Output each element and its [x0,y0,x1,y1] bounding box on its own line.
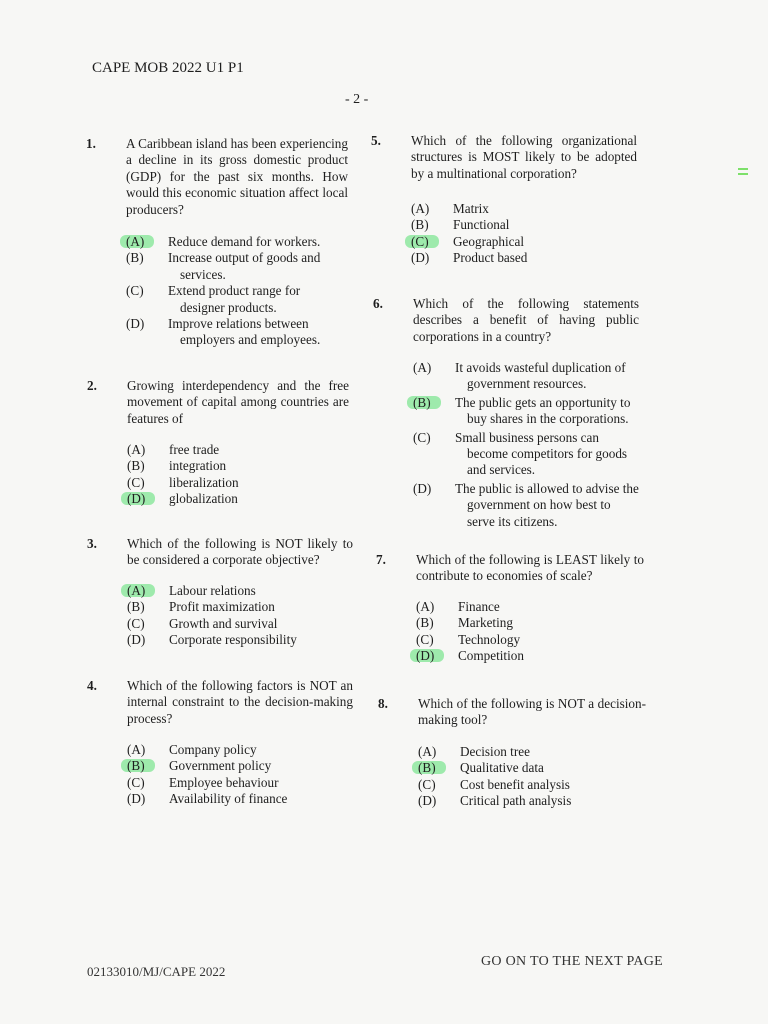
option-text: liberalization [169,474,239,490]
option-d[interactable] [127,491,349,507]
option-letter: (B) [416,615,434,631]
question-number: 1. [86,136,96,151]
option-b[interactable] [127,599,353,615]
option-c[interactable] [127,616,353,632]
option-c[interactable] [416,632,644,648]
option-letter: (A) [127,442,146,457]
option-letter: (A) [413,360,432,375]
option-b[interactable] [127,458,349,474]
question-number: 6. [373,296,383,311]
option-letter: (C) [416,631,434,647]
option-letter: (A) [127,583,146,598]
option-c[interactable] [418,777,646,793]
option-b[interactable] [126,250,348,283]
option-letter: (C) [413,429,431,445]
option-letter: (C) [418,776,436,792]
option-text: Corporate responsibility [169,632,297,648]
option-text: Geographical [453,233,525,249]
option-a[interactable] [126,234,348,250]
option-letter: (A) [418,744,437,759]
option-text: Matrix [453,201,489,216]
question-stem: Which of the following organizational structures is MOST likely to be adopted by a multinational corporation? [411,133,637,181]
option-text: Improve relations between employers and employees. [168,316,321,348]
option-text: Extend product range for designer products. [168,283,301,315]
option-b[interactable] [418,760,646,776]
option-list [411,201,637,267]
question-stem: Growing interdependency and the free movement of capital among countries are features of [127,378,349,426]
option-text: Employee behaviour [169,774,279,790]
question-number: 2. [87,378,97,393]
option-list [127,742,353,808]
option-letter: (B) [127,758,145,774]
option-letter: (D) [126,316,145,332]
option-letter: (C) [127,474,145,490]
option-letter: (B) [127,458,145,474]
option-b[interactable] [416,615,644,631]
option-d[interactable] [418,793,646,809]
option-c[interactable] [126,283,348,316]
option-text: Growth and survival [169,615,278,631]
exam-code-header: CAPE MOB 2022 U1 P1 [92,60,244,76]
option-text: The public is allowed to advise the government on how best to serve its citizens. [455,480,639,529]
option-b[interactable] [127,758,353,774]
question-stem: A Caribbean island has been experiencing a decline in its gross domestic product (GDP) for the past six months. How would this economic situation affect local producers? [126,136,348,217]
option-d[interactable] [413,481,639,530]
option-text: Marketing [458,615,513,631]
next-page-instruction: GO ON TO THE NEXT PAGE [481,954,664,969]
option-text: integration [169,458,227,474]
option-list [127,442,349,508]
question-stem: Which of the following statements describes a benefit of having public corporations in a country? [413,296,639,344]
option-letter: (C) [127,774,145,790]
option-text: Product based [453,250,528,266]
option-letter: (D) [416,648,435,664]
option-text: Small business persons can become competitors for goods and services. [455,429,628,478]
option-letter: (C) [127,615,145,631]
option-text: Increase output of goods and services. [168,250,321,282]
option-c[interactable] [413,430,639,479]
option-text: The public gets an opportunity to buy shares in the corporations. [455,394,631,427]
option-text: Functional [453,217,510,233]
option-a[interactable] [127,583,353,599]
option-d[interactable] [127,791,353,807]
option-d[interactable] [127,632,353,648]
option-letter: (B) [126,250,144,266]
option-b[interactable] [413,395,639,428]
option-letter: (D) [411,250,430,266]
option-text: Cost benefit analysis [460,776,570,792]
option-letter: (A) [416,599,435,614]
page-number: - 2 - [345,92,369,107]
option-list [418,744,646,810]
option-d[interactable] [416,648,644,664]
option-letter: (B) [127,599,145,615]
option-d[interactable] [126,316,348,349]
paper-code-footer: 02133010/MJ/CAPE 2022 [87,964,226,979]
option-text: free trade [169,442,220,457]
question-number: 5. [371,133,381,148]
option-text: Critical path analysis [460,793,572,809]
option-a[interactable] [127,442,349,458]
question-number: 4. [87,678,97,693]
option-a[interactable] [413,360,639,393]
option-text: Profit maximization [169,599,275,615]
question-stem: Which of the following is LEAST likely to contribute to economies of scale? [416,552,644,584]
question-number: 3. [87,536,97,551]
option-letter: (B) [413,394,431,410]
option-d[interactable] [411,250,637,266]
option-letter: (A) [126,234,145,249]
option-c[interactable] [411,234,637,250]
option-text: Technology [458,631,521,647]
option-text: Company policy [169,742,257,757]
option-letter: (D) [413,480,432,496]
option-text: Decision tree [460,744,530,759]
option-letter: (C) [126,283,144,299]
option-list [413,360,639,530]
option-text: Labour relations [169,583,256,598]
option-a[interactable] [411,201,637,217]
highlight-mark-icon [738,168,748,180]
question-number: 8. [378,696,388,711]
question-stem: Which of the following factors is NOT an internal constraint to the decision-making process? [127,678,353,726]
option-text: Government policy [169,758,272,774]
option-text: Competition [458,648,524,664]
option-letter: (D) [127,791,146,807]
question-number: 7. [376,552,386,567]
option-a[interactable] [418,744,646,760]
option-text: Availability of finance [169,791,288,807]
option-letter: (D) [127,491,146,507]
option-letter: (A) [411,201,430,216]
option-list [416,599,644,665]
option-list [126,234,348,349]
option-letter: (C) [411,233,429,249]
option-c[interactable] [127,475,349,491]
option-letter: (B) [411,217,429,233]
option-text: Reduce demand for workers. [168,234,321,249]
question-stem: Which of the following is NOT a decision-making tool? [418,696,646,728]
option-c[interactable] [127,775,353,791]
option-letter: (D) [127,632,146,648]
option-letter: (A) [127,742,146,757]
option-letter: (D) [418,793,437,809]
option-text: Finance [458,599,500,614]
option-text: Qualitative data [460,760,544,776]
option-a[interactable] [416,599,644,615]
option-a[interactable] [127,742,353,758]
option-b[interactable] [411,217,637,233]
option-text: globalization [169,491,238,507]
option-list [127,583,353,649]
option-letter: (B) [418,760,436,776]
question-stem: Which of the following is NOT likely to be considered a corporate objective? [127,536,353,568]
option-text: It avoids wasteful duplication of government resources. [455,360,626,392]
